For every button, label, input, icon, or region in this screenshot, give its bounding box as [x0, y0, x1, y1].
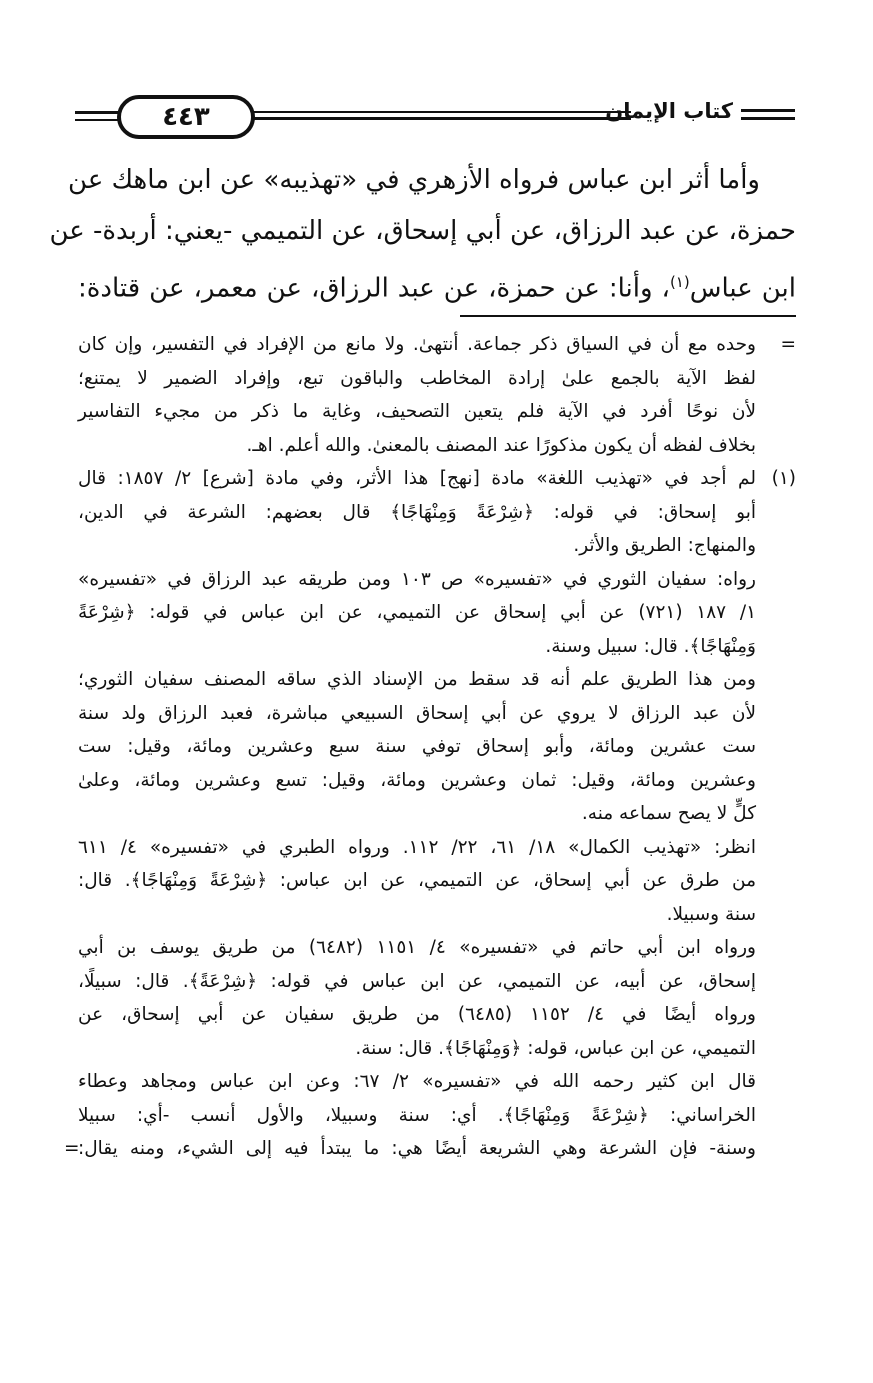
header-rule-middle-top [251, 111, 631, 113]
footnote-line: أبو إسحاق: في قوله: ﴿شِرْعَةً وَمِنْهَاجًا﴾ قال بعضهم: الشرعة في الدين، [78, 501, 756, 523]
footnote-line: (١) لم أجد في «تهذيب اللغة» مادة [نهج] هذا الأثر، وفي مادة [شرع] ٢/ ١٨٥٧: قال [78, 462, 796, 496]
main-line-3-start: ابن عباس [689, 273, 796, 304]
footnote-line: كلٍّ لا يصح سماعه منه. [581, 803, 756, 824]
header-rule-right-bottom [741, 117, 795, 120]
continues-marker: = [64, 1138, 80, 1159]
footnote-line: التميمي، عن ابن عباس، قوله: ﴿وَمِنْهَاجًا﴾. قال: سنة. [355, 1037, 756, 1059]
footnote-line: ١/ ١٨٧ (٧٢١) عن أبي إسحاق عن التميمي، عن ابن عباس في قوله: ﴿شِرْعَةً [78, 602, 756, 623]
header-rule-middle-bottom [251, 117, 631, 120]
footnote-line: = وحده مع أن في السياق ذكر جماعة. أنتهىٰ. ولا مانع من الإفراد في التفسير، وإن كان [78, 328, 796, 362]
footnote-line: وسنة- فإن الشرعة وهي الشريعة أيضًا هي: ما يبتدأ فيه إلى الشيء، ومنه يقال: = [78, 1132, 796, 1166]
header-rule-right-top [741, 109, 795, 112]
footnote-line: والمنهاج: الطريق والأثر. [573, 535, 756, 556]
page-number-badge [117, 95, 255, 139]
footnote-line: وعشرين ومائة، وقيل: ثمان وعشرين ومائة، وقيل: تسع وعشرين ومائة، وعلىٰ [78, 769, 756, 791]
main-text [49, 155, 796, 308]
footnote-line: انظر: «تهذيب الكمال» ١٨/ ٦١، ٢٢/ ١١٢. ورواه الطبري في «تفسيره» ٤/ ٦١١ [78, 836, 756, 858]
footnote-line: الخراساني: ﴿شِرْعَةً وَمِنْهَاجًا﴾. أي: سنة وسبيلا، والأول أنسب -أي: سبيلا [78, 1104, 756, 1126]
footnote-paragraph [64, 1065, 796, 1166]
footnote-line: قال ابن كثير رحمه الله في «تفسيره» ٢/ ٦٧: وعن ابن عباس ومجاهد وعطاء [78, 1071, 756, 1092]
footnote-line: بخلاف لفظه أن يكون مذكورًا عند المصنف بالمعنىٰ. والله أعلم. اهـ. [246, 434, 756, 456]
footnote-line: لأن نوحًا أفرد في الآية فلم يتعين التصحيف، وغاية ما ذكر من مجيء التفاسير [78, 401, 756, 422]
running-title: كتاب الإيمان [605, 99, 733, 123]
page-header [75, 93, 795, 141]
main-line-3 [78, 257, 796, 308]
main-line-1: وأما أثر ابن عباس فرواه الأزهري في «تهذيبه» عن ابن ماهك عن [68, 165, 760, 195]
footnote-1 [64, 462, 796, 1166]
footnote-paragraph [78, 831, 796, 932]
footnote-line: إسحاق، عن أبيه، عن التميمي، عن ابن عباس في قوله: ﴿شِرْعَةً﴾. قال: سبيلًا، [78, 970, 756, 992]
footnote-line: رواه: سفيان الثوري في «تفسيره» ص ١٠٣ ومن طريقه عبد الرزاق في «تفسيره» [78, 568, 756, 590]
footnote-line: سنة وسبيلا. [666, 903, 756, 925]
footnote-line: ست عشرين ومائة، وأبو إسحاق توفي سنة سبع وعشرين ومائة، وقيل: ست [78, 736, 756, 757]
footnote-paragraph [78, 931, 796, 1065]
main-line-3-end: ، وأنا: عن حمزة، عن عبد الرزاق، عن معمر، عن قتادة: [78, 273, 670, 304]
footnote-line: لأن عبد الرزاق لا يروي عن أبي إسحاق السبيعي مباشرة، فعبد الرزاق ولد سنة [78, 702, 756, 724]
footnote-separator [460, 315, 796, 317]
footnote-reference: (١) [669, 273, 690, 291]
page-number: ٤٤٣ [162, 102, 210, 132]
main-line-2: حمزة، عن عبد الرزاق، عن أبي إسحاق، عن التميمي -يعني: أربدة- عن [49, 216, 796, 246]
footnote-continuation [78, 328, 796, 462]
footnote-paragraph [78, 462, 796, 563]
footnote-paragraph [78, 563, 796, 664]
footnote-paragraph [78, 663, 796, 831]
footnote-line: لفظ الآية بالجمع علىٰ إرادة المخاطب والباقون تبع، وإفراد الضمير لا يمتنع؛ [78, 367, 756, 389]
continuation-marker: = [780, 334, 796, 355]
footnote-line: وَمِنْهَاجًا﴾. قال: سبيل وسنة. [545, 635, 756, 657]
footnote-number: (١) [771, 468, 796, 489]
footnote-line: ومن هذا الطريق علم أنه قد سقط من الإسناد الذي ساقه المصنف سفيان الثوري؛ [78, 669, 756, 690]
footnote-line: ورواه أيضًا في ٤/ ١١٥٢ (٦٤٨٥) من طريق سفيان عن أبي إسحاق، عن [78, 1004, 756, 1025]
footnotes [64, 328, 796, 1166]
footnote-line: من طرق عن أبي إسحاق، عن التميمي، عن ابن عباس: ﴿شِرْعَةً وَمِنْهَاجًا﴾. قال: [78, 870, 756, 891]
footnote-line: ورواه ابن أبي حاتم في «تفسيره» ٤/ ١١٥١ (٦٤٨٢) من طريق يوسف بن أبي [78, 937, 756, 958]
